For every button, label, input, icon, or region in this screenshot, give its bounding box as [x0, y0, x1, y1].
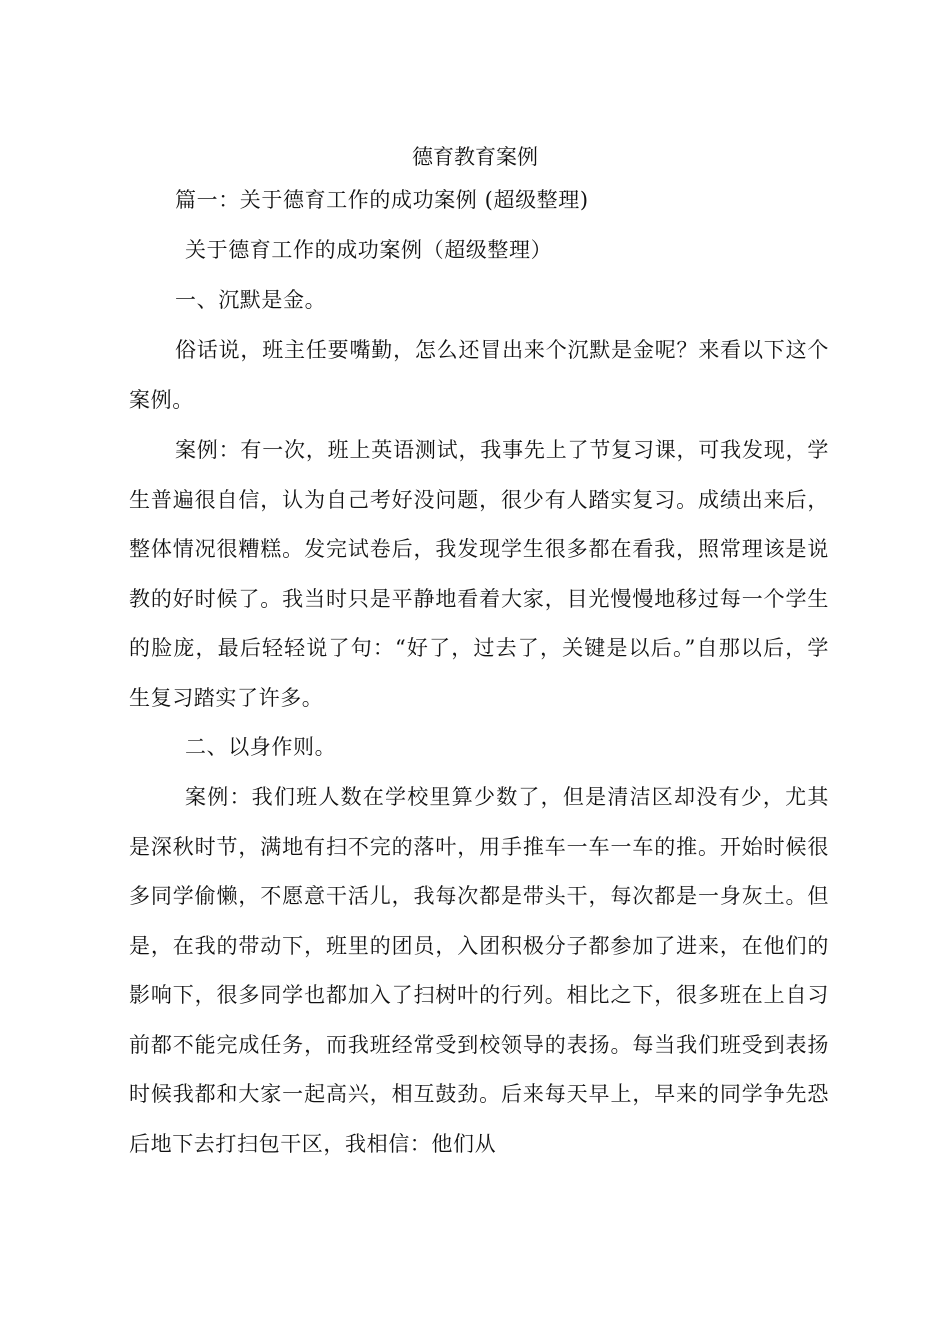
section-1-heading: 一、沉默是金。 [175, 288, 327, 312]
section-2-case: 案例：我们班人数在学校里算少数了，但是清洁区却没有少，尤其是深秋时节，满地有扫不完的落叶，用手推车一车一车的推。开始时候很多同学偷懒，不愿意干活儿，我每次都是带头干，每次都是一身灰土。但是，在我的带动下，班里的团员，入团积极分子都参加了进来，在他们的影响下，很多同学也都加入了扫树叶的行列。相比之下，很多班在上自习前都不能完成任务，而我班经常受到校领导的表扬。每当我们班受到表扬时候我都和大家一起高兴，相互鼓劲。后来每天早上，早来的同学争先恐后地下去打扫包干区，我相信：他们从 [129, 785, 829, 1156]
section-1-case: 案例：有一次，班上英语测试，我事先上了节复习课，可我发现，学生普遍很自信，认为自己考好没问题，很少有人踏实复习。成绩出来后，整体情况很糟糕。发完试卷后，我发现学生很多都在看我，照常理该是说教的好时候了。我当时只是平静地看着大家，目光慢慢地移过每一个学生的脸庞，最后轻轻说了句：“好了，过去了，关键是以后。”自那以后，学生复习踏实了许多。 [129, 438, 829, 710]
article-subtitle: 篇一：关于德育工作的成功案例 (超级整理) [175, 188, 589, 212]
section-2-heading: 二、以身作则。 [185, 735, 337, 759]
section-1-intro: 俗话说，班主任要嘴勤，怎么还冒出来个沉默是金呢？来看以下这个案例。 [129, 338, 829, 412]
article-heading: 关于德育工作的成功案例（超级整理） [185, 238, 553, 262]
document-title: 德育教育案例 [412, 145, 538, 169]
